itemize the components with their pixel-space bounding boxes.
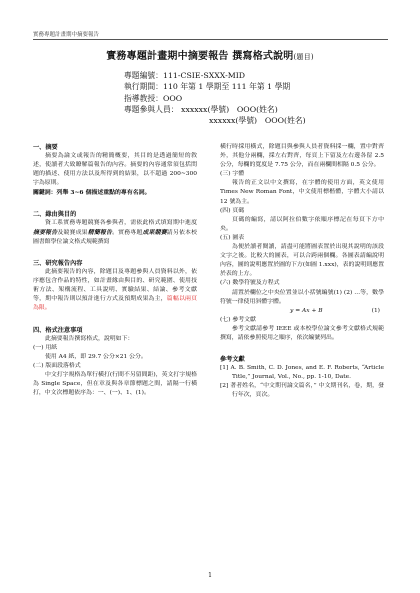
format-item-layout-text: 中文打字規格為單行橫打(行間不另留間距)，英文打字規格為 Single Space，但在章及與各章節標題之間，請隔一行橫打，中文次標題依序為：一、(一)、1、(1)。 [33, 371, 197, 397]
motivation-em-3: 成果競賽 [142, 228, 167, 236]
page-number: 1 [208, 572, 212, 579]
title-suffix: (題目) [293, 53, 314, 61]
motivation-text-c: 。實務專題 [112, 229, 143, 236]
content-text: 此摘要報告的內容，除題目及專題參與人員資料以外，依序應包含作品的特性，如計畫緣由與目的、研究範圍、使用技術方法、架構流程、工具說明、實驗結果、結論、參考文獻等，期中報告則以預計進行方式及預期成果為主， [33, 269, 197, 303]
title-text: 實務專題計畫期中摘要報告 撰寫格式說明 [106, 51, 294, 62]
left-column [33, 143, 197, 398]
format-item-figures: (五) 圖表 [220, 234, 245, 241]
equation-number: (1) [371, 307, 380, 314]
motivation-paragraph [33, 219, 197, 247]
format-intro: 此摘要報告撰寫格式，說明如下： [45, 335, 134, 342]
format-item-layout: (二) 版面段落格式 [33, 362, 81, 369]
project-advisor: 指導教授：OOO [124, 93, 183, 103]
project-members: 專題參與人員： xxxxxx(學號) OOO(姓名) [124, 104, 278, 114]
abstract-paragraph: 摘要為論文或報告的精簡概要，其目的是透過簡短的敘述，使讀者大致瞭解篇報告的內容。摘要的內容通常須包括問題的描述、使用方法以及所得到的結果，以不超過 200~300 字為原則。 [33, 153, 197, 187]
equation-body: y = Ax + B [290, 307, 323, 314]
project-code: 專題編號：111-CSIE-SXXX-MID [124, 71, 246, 80]
running-head: 實務專題計畫期中摘要報告 [33, 32, 100, 38]
section-abstract-title: 一、摘要 [33, 144, 58, 151]
format-item-refs-text: 參考文獻請參考 IEEE 或本校學位論文參考文獻格式規範撰寫，請依參照使用之順序，依次編號列出。 [220, 325, 384, 341]
motivation-text-b: 及競賽成果 [57, 229, 88, 236]
page-title [0, 47, 420, 62]
reference-2: [2] 著者姓名，“中文期刊論文篇名，” 中文期刊名，卷，期，發行年次，頁次。 [220, 383, 384, 399]
format-item-pagenum: (四) 頁碼 [220, 207, 245, 214]
format-item-math-text: 請置於欄位之中央位置並以小括號編號(1) (2) …等，數學符號一律使用斜體字體。 [220, 289, 384, 305]
project-members-2: xxxxxx(學號) OOO(姓名) [209, 116, 306, 126]
project-period: 執行期間：110 年第 1 學期至 111 年第 1 學期 [124, 82, 291, 92]
motivation-em-2: 精簡報告 [87, 228, 113, 236]
keywords-line: 關鍵詞：列舉 3~6 個描述重點的專有名詞。 [33, 189, 151, 197]
format-item-pagenum-text: 頁碼的編寫，請以阿拉伯數字依順序標記在每頁下方中央。 [220, 216, 384, 232]
format-item-figures-text: 為便於讀者閱讀，請盡可能將圖表置於出現其說明的該段文字之後。比較大的圖表，可以合跨兩個欄。各圖表請編說明內容，圖的說明應置於圖的下方(如圖 1.xxx)，表的說明則應置於表的上方。 [220, 244, 384, 278]
motivation-text-a: 資工系實務專題競賽各參與者，需依此格式填寫期中進度 [45, 219, 197, 226]
format-item-paper: (一) 用紙 [33, 344, 58, 351]
header-rule [33, 39, 388, 40]
equation-1 [220, 307, 384, 316]
format-item-font: (三) 字體 [220, 171, 245, 178]
content-paragraph [33, 268, 197, 313]
format-item-refs: (七) 參考文獻 [220, 316, 256, 323]
section-format-title: 四、格式注意事項 [33, 326, 83, 334]
motivation-text-d: 請另依本校圖書館學位論文格式規範撰寫 [33, 229, 198, 245]
format-item-paper-text: 使用 A4 紙，即 29.7 公分×21 公分。 [45, 353, 147, 360]
section-content-title: 三、研究報告內容 [33, 259, 83, 267]
motivation-em-1: 摘要報告 [33, 228, 58, 236]
project-meta [124, 70, 306, 126]
section-motivation-title: 二、緣由與目的 [33, 210, 77, 218]
layout-continued: 橫行時採用橫式，除題目與參與人員者資料採一欄，置中對齊外，其他分兩欄，採左右對齊，每頁上下留及左右邊各留 2.5 公分，每欄的寬度是 7.75 公分，而在兩欄間相隔 0.5 公分。 [220, 144, 384, 169]
references-title: 參考文獻 [220, 356, 245, 364]
format-item-font-text: 報告的正文以中文撰寫，在字體的使用方面，英文使用 Times New Roman Font，中文使用標楷體，字體大小請以 12 號為主。 [220, 180, 384, 205]
page-limit-note: 篇幅以兩頁為限。 [33, 296, 198, 312]
reference-1: [1] A. B. Smith, C. D. Jones, and E. F. Roberts, “Article Title,” Journal, Vol., No., pp. 1-10, Date. [220, 365, 384, 381]
format-item-math: (六) 數學符號及方程式 [220, 280, 280, 287]
right-column [220, 143, 384, 401]
